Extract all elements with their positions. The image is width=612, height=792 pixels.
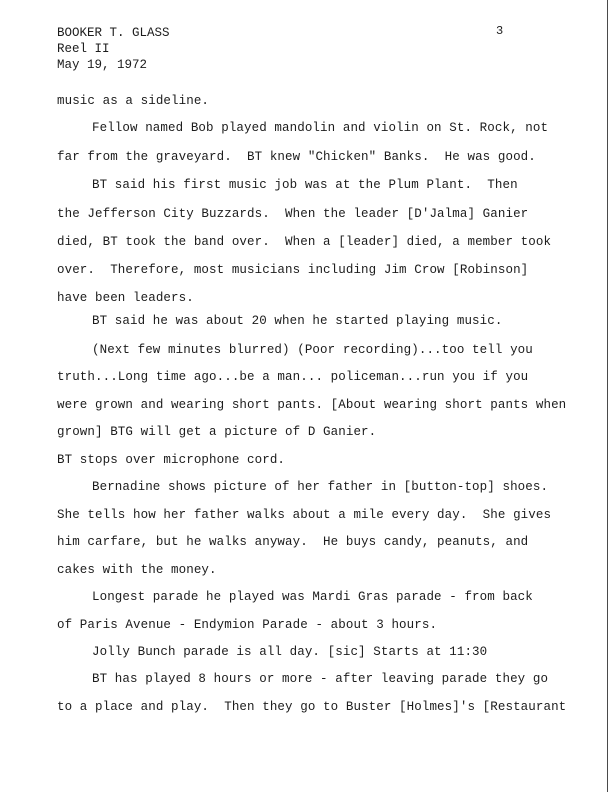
- text-line: to a place and play. Then they go to Buster [Holmes]'s [Restaurant: [57, 700, 567, 714]
- text-line: grown] BTG will get a picture of D Ganier.: [57, 425, 377, 439]
- document-header: [57, 25, 170, 73]
- page-number: 3: [496, 24, 504, 38]
- text-line: far from the graveyard. BT knew "Chicken" Banks. He was good.: [57, 150, 536, 164]
- paragraph-start-line: BT said he was about 20 when he started playing music.: [92, 314, 503, 328]
- paragraph-start-line: Fellow named Bob played mandolin and violin on St. Rock, not: [92, 121, 549, 135]
- paragraph-start-line: Jolly Bunch parade is all day. [sic] Starts at 11:30: [92, 645, 488, 659]
- interview-date: May 19, 1972: [57, 58, 148, 72]
- paragraph-start-line: (Next few minutes blurred) (Poor recording)...too tell you: [92, 343, 533, 357]
- paragraph-start-line: BT said his first music job was at the Plum Plant. Then: [92, 178, 518, 192]
- text-line: cakes with the money.: [57, 563, 217, 577]
- page-edge-divider: [607, 0, 608, 792]
- text-line: him carfare, but he walks anyway. He buys candy, peanuts, and: [57, 535, 529, 549]
- paragraph-start-line: BT has played 8 hours or more - after leaving parade they go: [92, 672, 549, 686]
- paragraph-start-line: Longest parade he played was Mardi Gras parade - from back: [92, 590, 533, 604]
- text-line: were grown and wearing short pants. [About wearing short pants when: [57, 398, 567, 412]
- text-line: of Paris Avenue - Endymion Parade - about 3 hours.: [57, 618, 438, 632]
- text-line: died, BT took the band over. When a [leader] died, a member took: [57, 235, 552, 249]
- paragraph-start-line: Bernadine shows picture of her father in [button-top] shoes.: [92, 480, 549, 494]
- text-line: She tells how her father walks about a mile every day. She gives: [57, 508, 552, 522]
- reel-label: Reel II: [57, 42, 110, 56]
- text-line: truth...Long time ago...be a man... policeman...run you if you: [57, 370, 529, 384]
- text-line: BT stops over microphone cord.: [57, 453, 286, 467]
- interviewee-name: BOOKER T. GLASS: [57, 26, 170, 40]
- text-line: have been leaders.: [57, 291, 194, 305]
- text-line: the Jefferson City Buzzards. When the leader [D'Jalma] Ganier: [57, 207, 529, 221]
- text-line: over. Therefore, most musicians including Jim Crow [Robinson]: [57, 263, 529, 277]
- text-line: music as a sideline.: [57, 94, 210, 108]
